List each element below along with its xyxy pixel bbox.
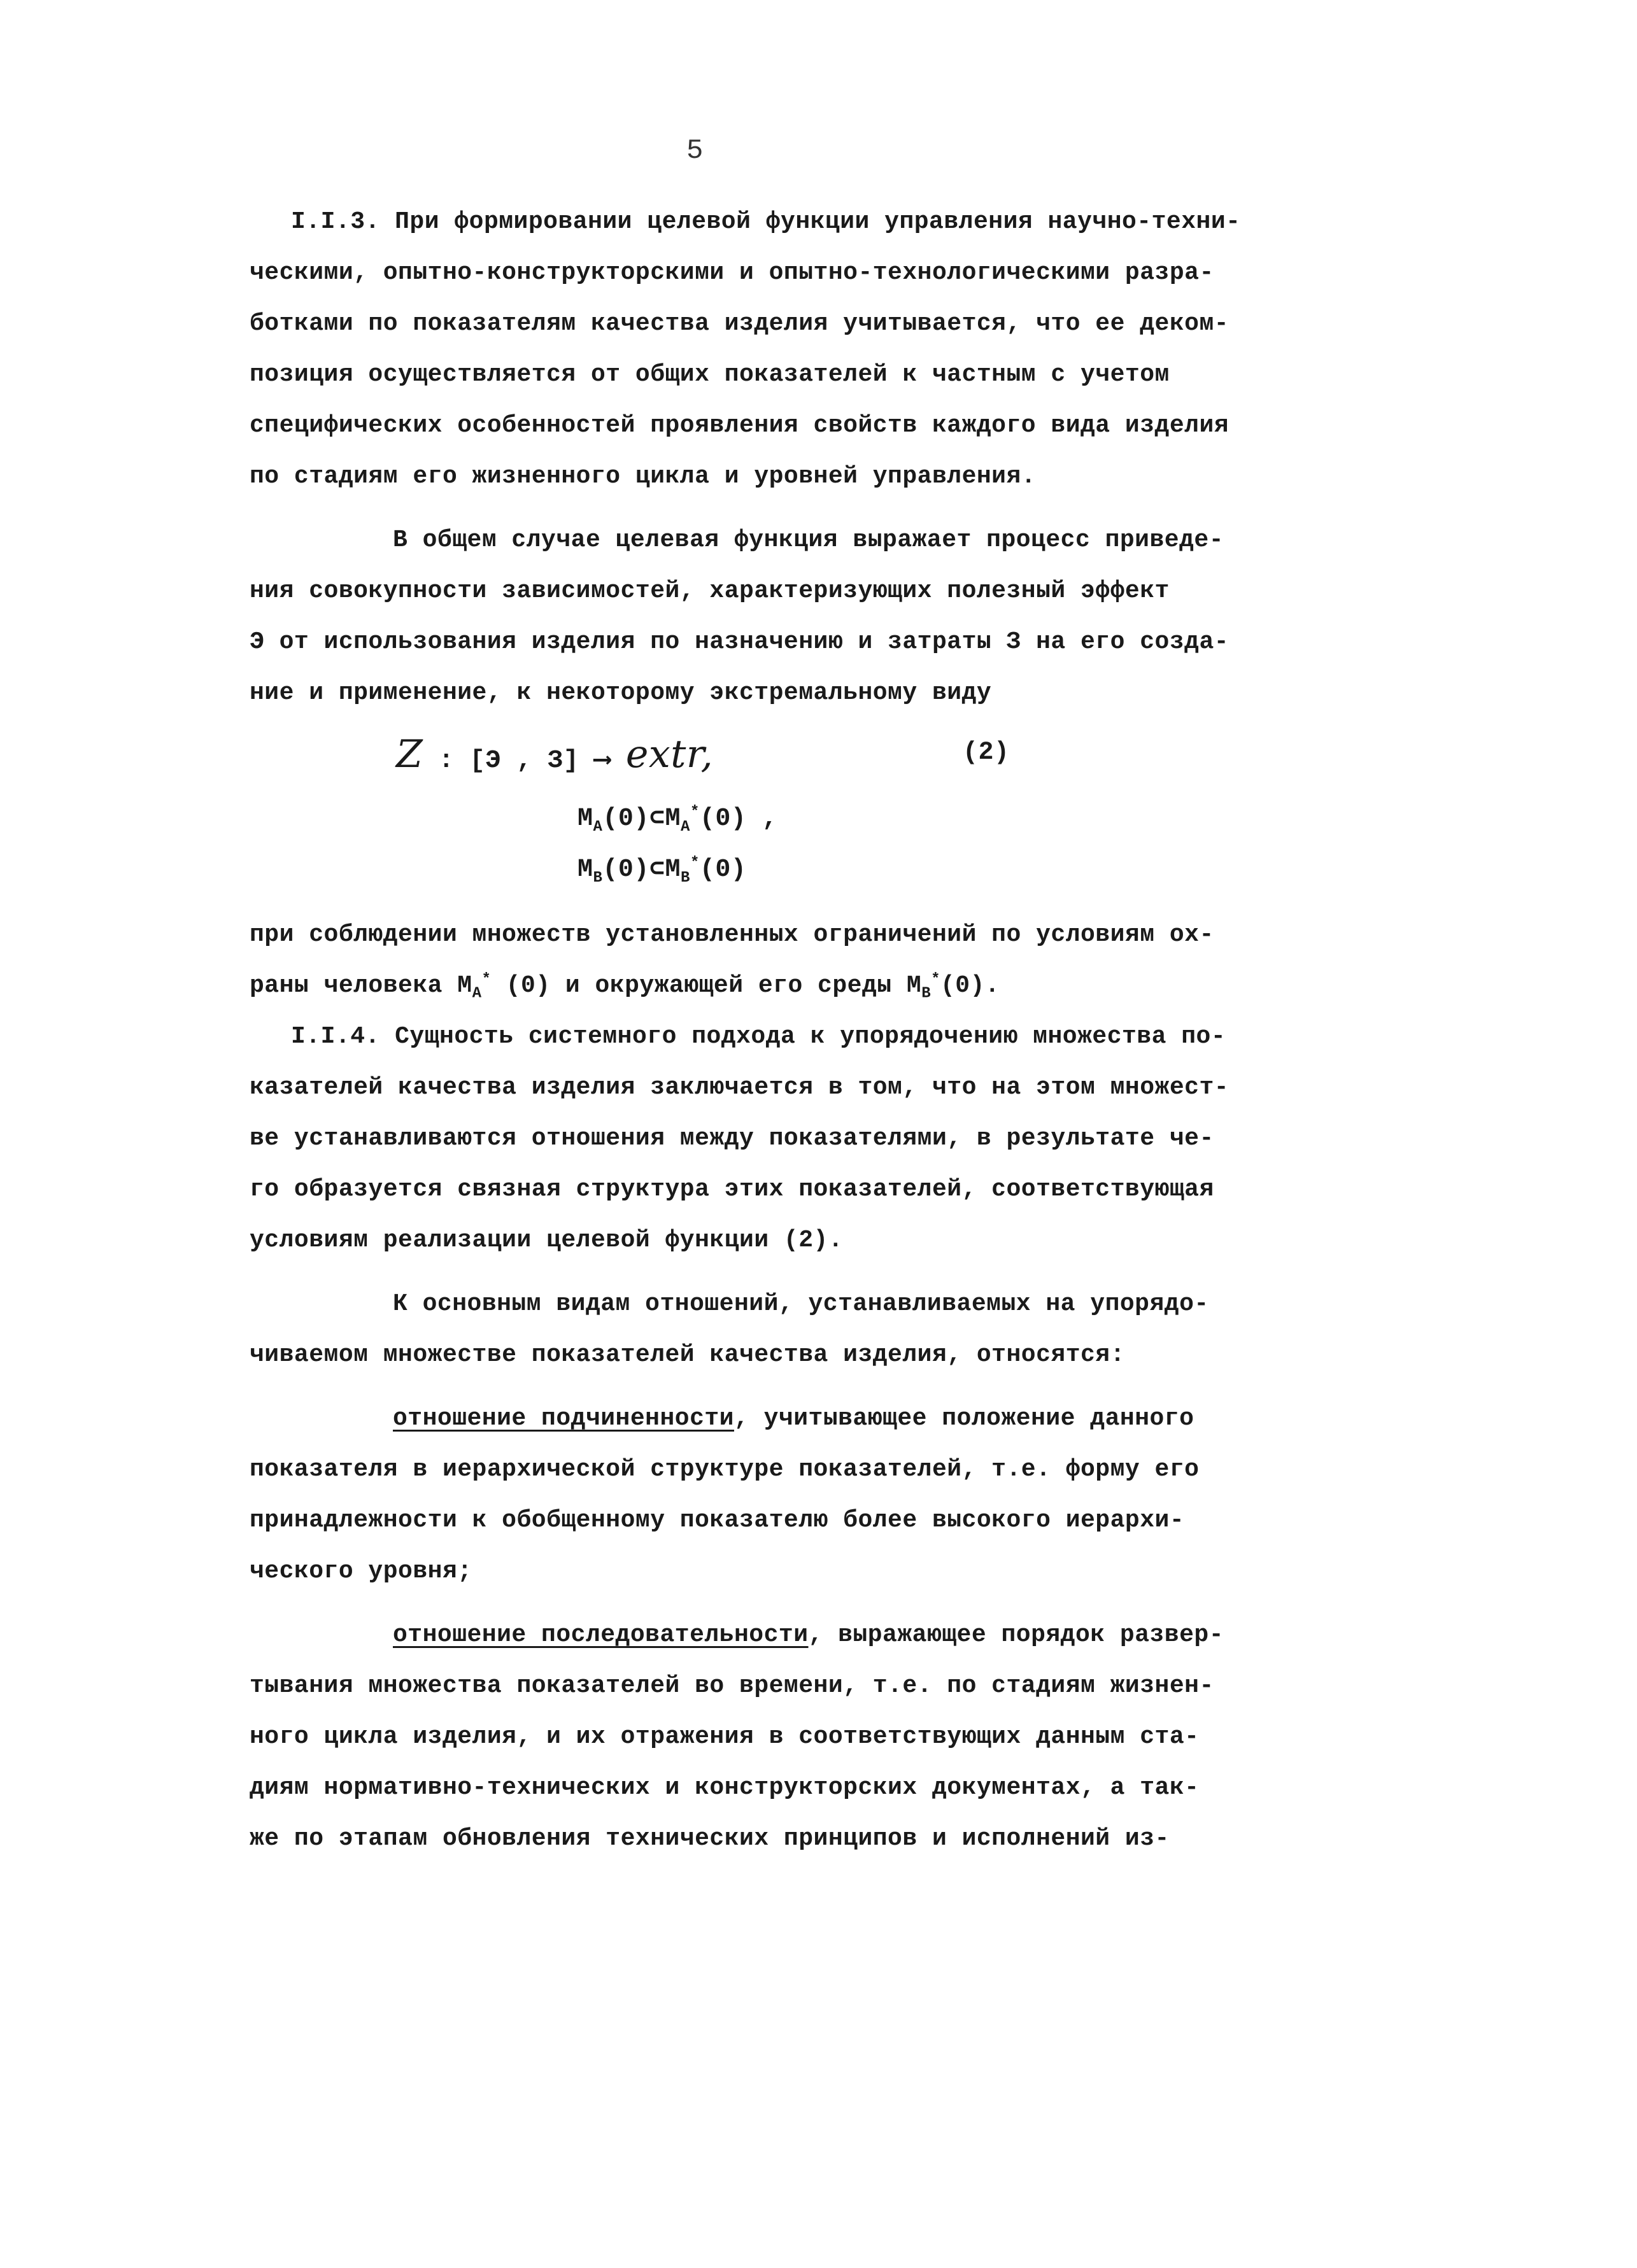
text-line-with-formula (250, 971, 1000, 1003)
formula-superscript: * (690, 854, 700, 872)
formula-subscript: B (681, 870, 690, 887)
formula-subscript: A (681, 819, 690, 836)
text-line: условиям реализации целевой функции (2). (250, 1227, 844, 1254)
text-line: же по этапам обновления технических принципов и исполнений из- (250, 1825, 1170, 1852)
text-span: , выражающее порядок развер- (808, 1621, 1224, 1649)
text-line: I.I.3. При формировании целевой функции управления научно-техни- (291, 208, 1241, 236)
formula-lhs: Z (396, 732, 423, 777)
term-sequence: отношение последовательности (393, 1621, 809, 1649)
text-line: ботками по показателям качества изделия учитывается, что ее деком- (250, 310, 1230, 337)
text-line: чиваемом множестве показателей качества изделия, относятся: (250, 1341, 1125, 1369)
formula-superscript: * (690, 803, 700, 821)
text-line: позиция осуществляется от общих показателей к частным с учетом (250, 361, 1170, 388)
text-line: при соблюдении множеств установленных ограничений по условиям ох- (250, 921, 1214, 948)
superscript: * (481, 971, 492, 989)
text-line: казателей качества изделия заключается в том, что на этом множест- (250, 1074, 1230, 1101)
superscript: * (931, 971, 940, 989)
formula-main (396, 732, 713, 777)
text-line: I.I.4. Сущность системного подхода к упорядочению множества по- (291, 1023, 1226, 1050)
formula-text: (0) (699, 856, 747, 884)
text-line: В общем случае целевая функция выражает процесс приведе- (393, 526, 1224, 554)
text-line: Э от использования изделия по назначению и затраты З на его созда- (250, 628, 1230, 656)
formula-text: (0)⊂M (602, 856, 681, 884)
text-line (393, 1623, 1224, 1647)
formula-arrow: ⟶ (594, 747, 611, 775)
text-line: ческого уровня; (250, 1558, 472, 1585)
text-line: го образуется связная структура этих показателей, соответствующая (250, 1176, 1214, 1203)
text-line: показателя в иерархической структуре показателей, т.е. форму его (250, 1456, 1200, 1483)
text-line: специфических особенностей проявления свойств каждого вида изделия (250, 412, 1230, 439)
text-line: ния совокупности зависимостей, характеризующих полезный эффект (250, 577, 1170, 605)
formula-symbol: M (578, 805, 593, 833)
text-span: , учитывающее положение данного (734, 1405, 1194, 1432)
page-number: 5 (686, 135, 704, 167)
formula-extr: extr, (625, 732, 714, 777)
text-line: тывания множества показателей во времени, т.е. по стадиям жизнен- (250, 1672, 1214, 1700)
text-line: принадлежности к обобщенному показателю более высокого иерархи- (250, 1507, 1185, 1534)
subscript: A (472, 985, 482, 1003)
subscript: B (921, 985, 932, 1003)
formula-symbol: M (578, 856, 593, 884)
text-span: раны человека M (250, 972, 472, 999)
text-line: диям нормативно-технических и конструкторских документах, а так- (250, 1774, 1200, 1801)
formula-text: (0)⊂M (602, 805, 681, 833)
text-line: К основным видам отношений, устанавливаемых на упорядо- (393, 1290, 1209, 1318)
text-line: ческими, опытно-конструкторскими и опытно-технологическими разра- (250, 259, 1214, 286)
text-line: ние и применение, к некоторому экстремальному виду (250, 679, 992, 707)
text-span: (0). (940, 972, 1000, 999)
text-line: по стадиям его жизненного цикла и уровней управления. (250, 463, 1037, 490)
formula-text: (0) , (699, 805, 778, 833)
formula-condition-a (578, 802, 778, 836)
formula-args: : [Э , З] (438, 747, 579, 775)
text-line: ного цикла изделия, и их отражения в соответствующих данным ста- (250, 1723, 1200, 1750)
formula-condition-b (578, 853, 747, 887)
text-span: (0) и окружающей его среды M (491, 972, 922, 999)
formula-subscript: B (593, 870, 603, 887)
formula-number: (2) (963, 738, 1010, 767)
text-line: ве устанавливаются отношения между показателями, в результате че- (250, 1125, 1214, 1152)
term-subordination: отношение подчиненности (393, 1405, 734, 1432)
text-line (393, 1407, 1194, 1431)
formula-subscript: A (593, 819, 603, 836)
